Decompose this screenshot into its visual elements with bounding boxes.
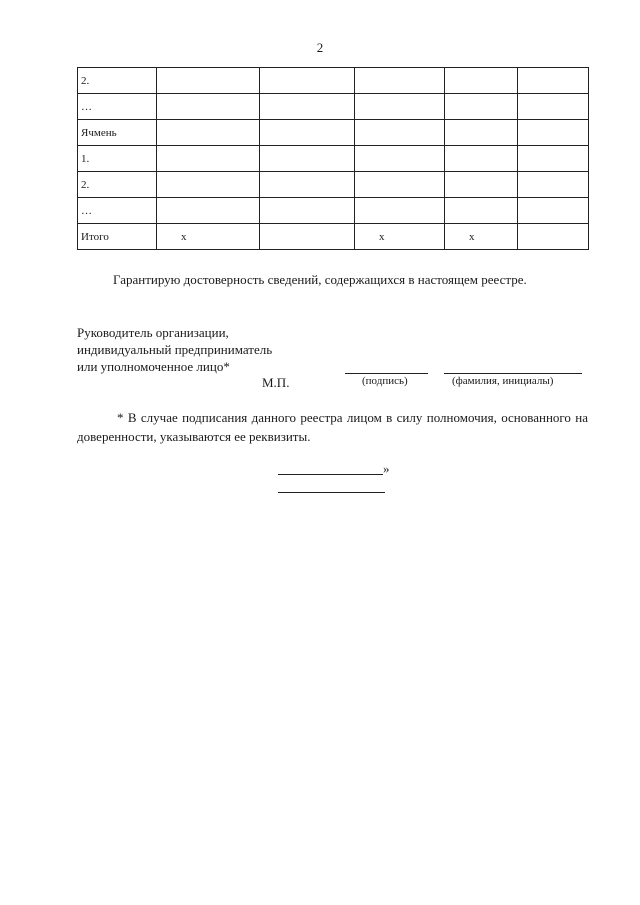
table-cell bbox=[445, 68, 518, 94]
table-cell bbox=[445, 146, 518, 172]
table-cell bbox=[445, 94, 518, 120]
table-cell bbox=[518, 68, 589, 94]
table-cell bbox=[445, 120, 518, 146]
stamp-label: М.П. bbox=[262, 375, 290, 390]
table-cell: … bbox=[78, 198, 157, 224]
table-row-total bbox=[78, 224, 589, 250]
table-cell bbox=[157, 120, 260, 146]
table-row bbox=[78, 172, 589, 198]
table-cell bbox=[355, 198, 445, 224]
table-cell: x bbox=[445, 224, 518, 250]
table-cell bbox=[157, 146, 260, 172]
footnote: * В случае подписания данного реестра лицом в силу полномочия, основанного на доверенности, указываются ее реквизиты. bbox=[77, 410, 588, 444]
table-cell bbox=[445, 172, 518, 198]
table-row bbox=[78, 198, 589, 224]
table-cell bbox=[518, 224, 589, 250]
table-cell bbox=[355, 146, 445, 172]
table-cell bbox=[260, 172, 355, 198]
signature-line bbox=[345, 373, 428, 374]
page-number: 2 bbox=[316, 40, 324, 55]
guarantee-statement: Гарантирую достоверность сведений, содержащихся в настоящем реестре. bbox=[113, 272, 527, 287]
table-cell bbox=[518, 198, 589, 224]
closing-line bbox=[278, 492, 385, 493]
table-cell bbox=[518, 94, 589, 120]
table-cell bbox=[157, 94, 260, 120]
name-caption: (фамилия, инициалы) bbox=[452, 375, 554, 387]
table-cell: x bbox=[355, 224, 445, 250]
table-cell bbox=[260, 224, 355, 250]
table-cell: 2. bbox=[78, 172, 157, 198]
table-cell bbox=[260, 68, 355, 94]
closing-quote: » bbox=[383, 461, 390, 476]
table-cell bbox=[355, 94, 445, 120]
table-row bbox=[78, 120, 589, 146]
table-cell bbox=[157, 198, 260, 224]
closing-line bbox=[278, 474, 383, 475]
table-cell: Итого bbox=[78, 224, 157, 250]
table-cell bbox=[260, 198, 355, 224]
table-cell bbox=[157, 68, 260, 94]
signatory-line: Руководитель организации, bbox=[77, 325, 229, 340]
table-cell bbox=[260, 146, 355, 172]
table-cell bbox=[260, 120, 355, 146]
table-cell: 2. bbox=[78, 68, 157, 94]
table-cell: Ячмень bbox=[78, 120, 157, 146]
table-cell: 1. bbox=[78, 146, 157, 172]
table-cell bbox=[518, 146, 589, 172]
table-row bbox=[78, 146, 589, 172]
table-cell bbox=[445, 198, 518, 224]
table-cell bbox=[157, 172, 260, 198]
table-cell bbox=[355, 172, 445, 198]
name-line bbox=[444, 373, 582, 374]
table-cell: x bbox=[157, 224, 260, 250]
registry-table bbox=[77, 67, 589, 250]
table-cell: … bbox=[78, 94, 157, 120]
signatory-line: или уполномоченное лицо* bbox=[77, 359, 230, 374]
table-row bbox=[78, 94, 589, 120]
table-cell bbox=[355, 120, 445, 146]
table-cell bbox=[260, 94, 355, 120]
table-cell bbox=[355, 68, 445, 94]
table-cell bbox=[518, 172, 589, 198]
table-cell bbox=[518, 120, 589, 146]
signatory-block bbox=[77, 324, 272, 375]
signature-caption: (подпись) bbox=[362, 375, 408, 387]
signatory-line: индивидуальный предприниматель bbox=[77, 342, 273, 357]
table-row bbox=[78, 68, 589, 94]
